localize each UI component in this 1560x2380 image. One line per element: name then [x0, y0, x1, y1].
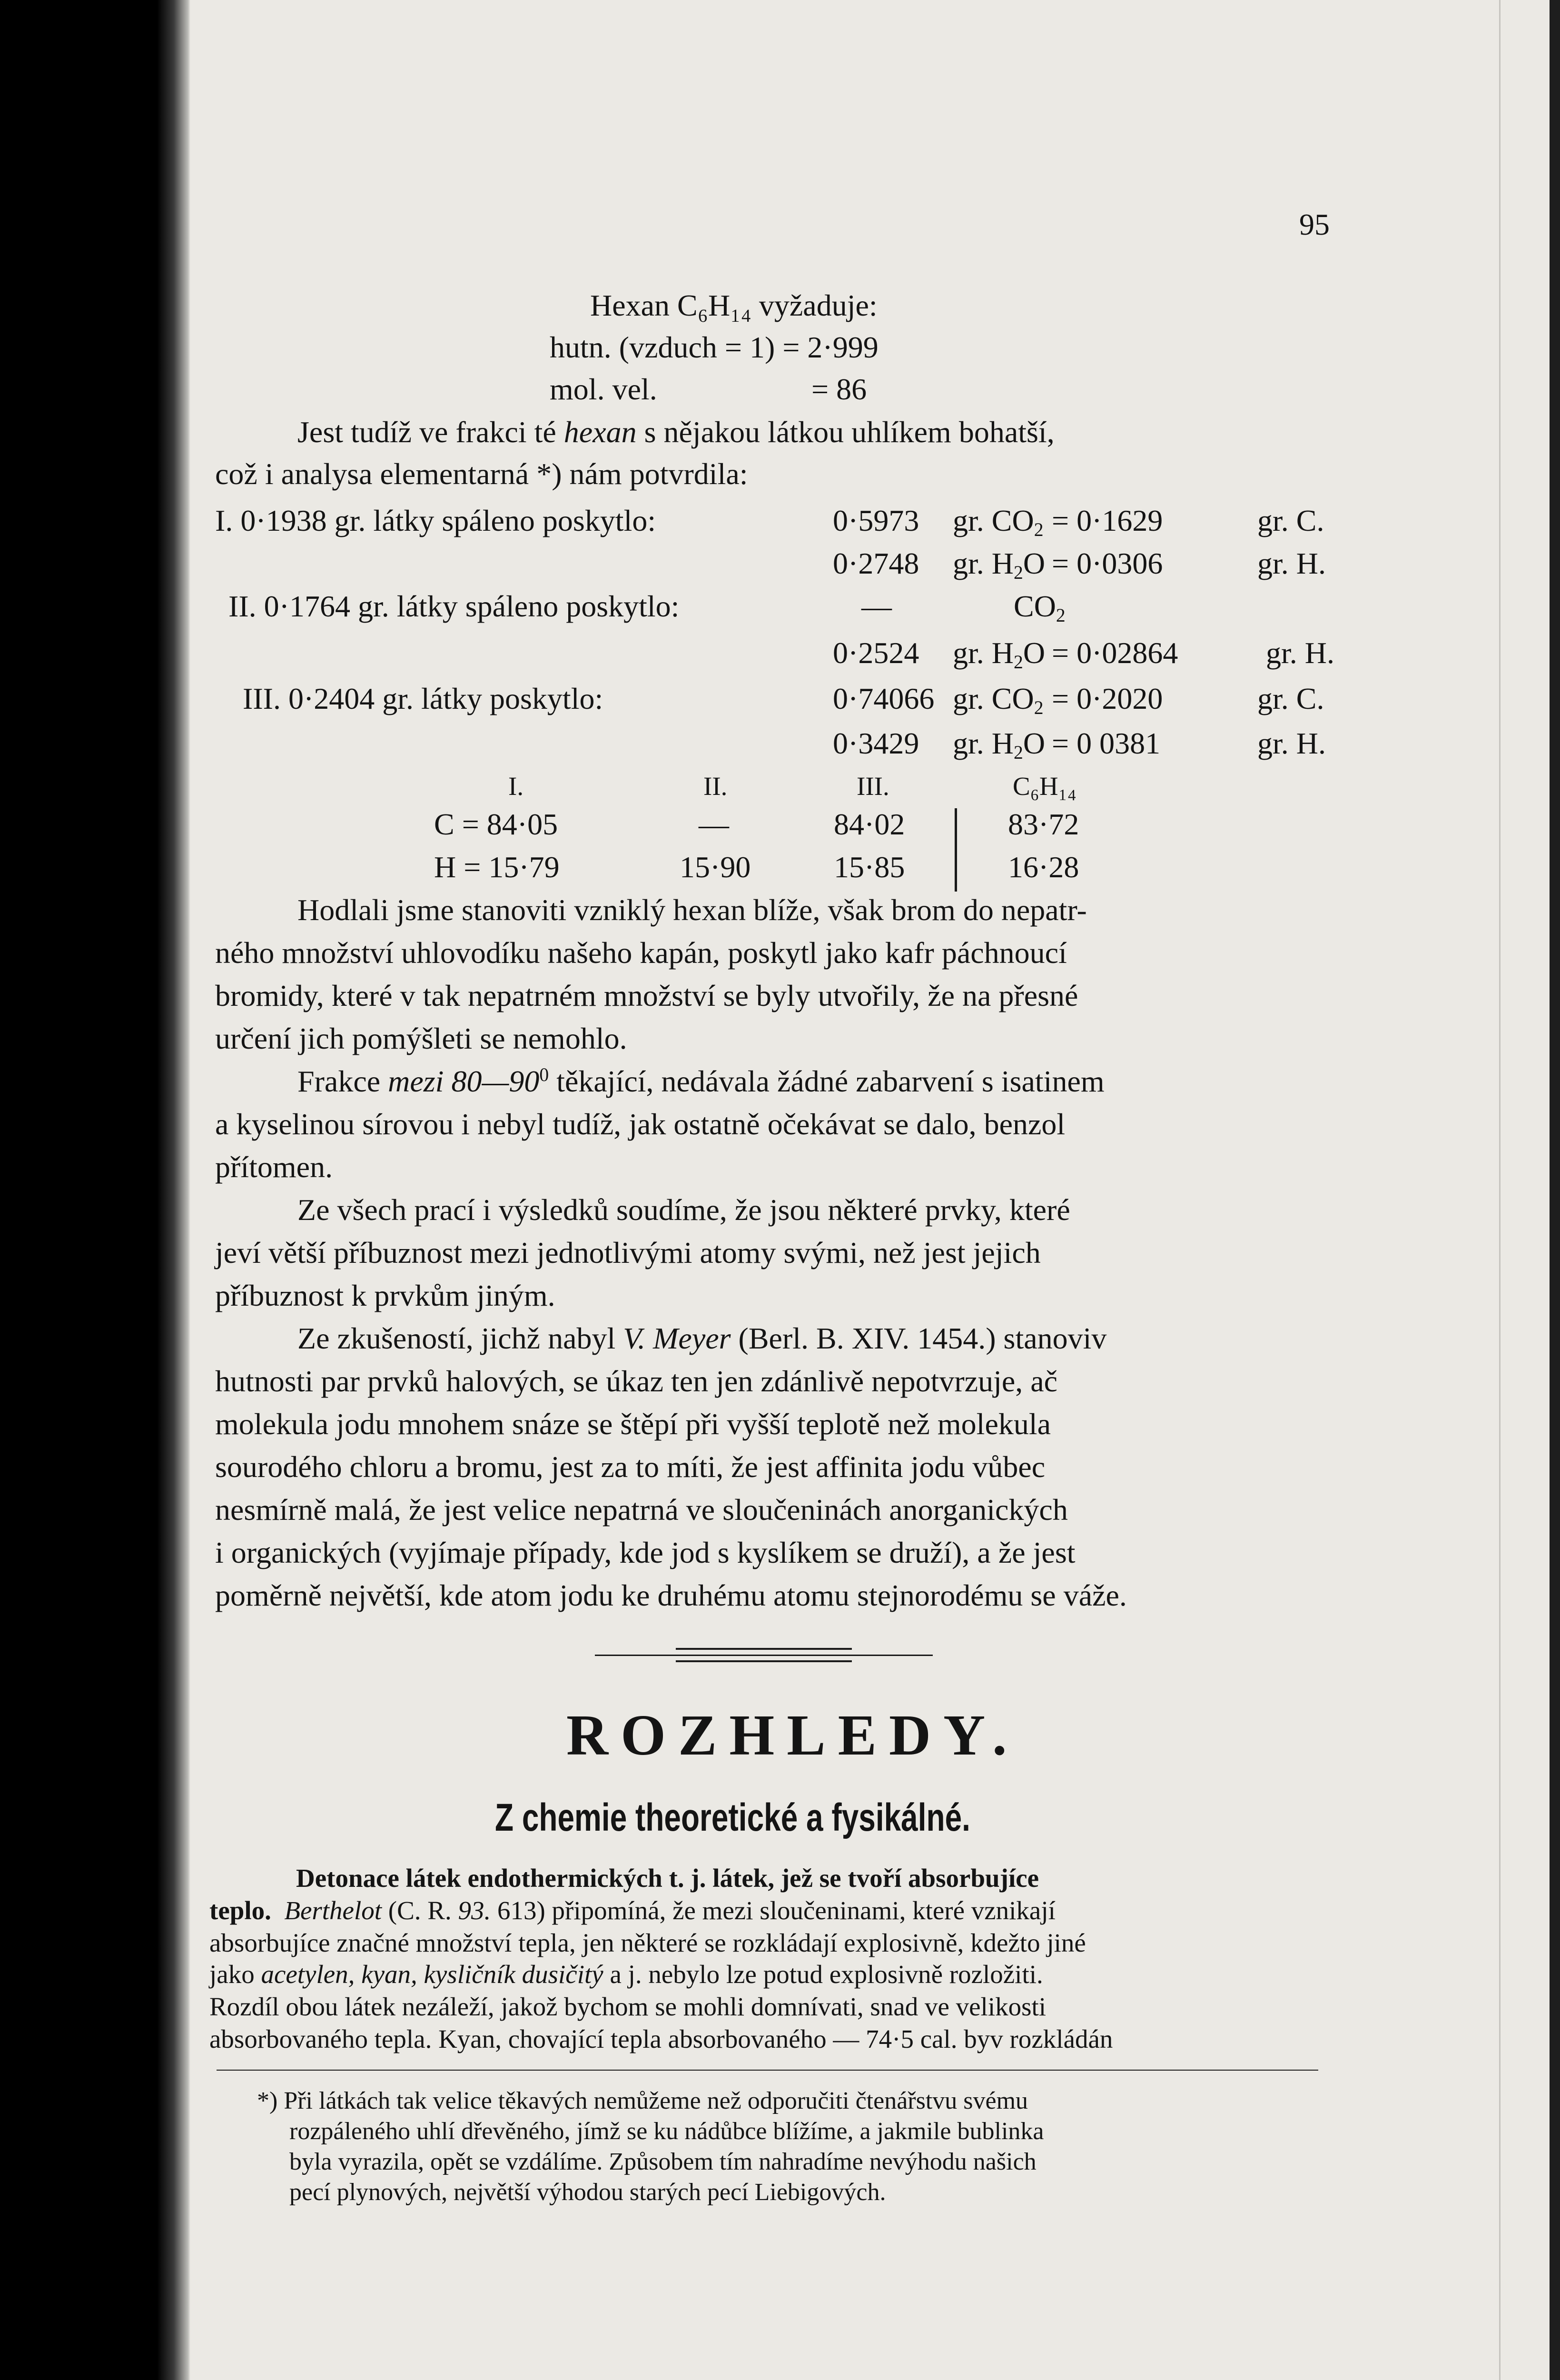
para1-line-3: bromidy, které v tak nepatrném množství se byly utvořily, že na přesné	[215, 979, 1078, 1012]
article-heading-end: teplo.	[209, 1896, 271, 1925]
analysis-row-4-mass: 0·2524	[833, 636, 919, 670]
co2-label: gr. CO	[953, 682, 1034, 715]
analysis-row-6-compound: gr. $H_2O$	[953, 726, 1046, 764]
table-cell-c-i: C = 84·05	[434, 807, 558, 841]
para4-italic-author: V. Meyer	[623, 1321, 731, 1355]
h2o-label: gr. H	[953, 726, 1014, 760]
intro-italic-hexan: hexan	[563, 415, 637, 449]
table-cell-h-iii: 15·85	[834, 850, 905, 884]
table-cell-c-ii: —	[699, 807, 729, 841]
para1-line-4: určení jich pomýšleti se nemohlo.	[215, 1021, 627, 1055]
table-header-ii: II.	[703, 772, 728, 801]
co2-label: gr. CO	[953, 504, 1034, 537]
para2-text-a: Frakce	[297, 1064, 388, 1098]
section-subtitle: Z chemie theoretické a fysikálné.	[495, 1796, 970, 1839]
intro-text-b: s nějakou látkou uhlíkem bohatší,	[636, 415, 1055, 449]
hexan-mol-value: = 86	[811, 372, 867, 406]
intro-text-a: Jest tudíž ve frakci té	[297, 415, 564, 449]
table-cell-h-i: H = 15·79	[434, 850, 560, 884]
analysis-row-4-compound: gr. $H_2O$	[953, 636, 1046, 673]
page-edge-line	[1499, 0, 1501, 2380]
degree-sup: 0	[539, 1064, 549, 1086]
analysis-row-5-unit: gr. C.	[1257, 682, 1324, 715]
intro-line-1	[297, 417, 1055, 447]
table-cell-h-ii: 15·90	[680, 850, 751, 884]
analysis-row-1-unit: gr. C.	[1257, 504, 1324, 537]
analysis-row-2-result: = 0·0306	[1052, 546, 1163, 580]
para4-text-b: (Berl. B. XIV. 1454.) stanoviv	[731, 1321, 1107, 1355]
co2-label: CO	[1014, 589, 1056, 623]
article-line-3: absorbujíce značné množství tepla, jen některé se rozkládají explosivně, kdežto jiné	[209, 1928, 1086, 1957]
article-ref-b: 613) připomíná, že mezi sloučeninami, které vznikají	[491, 1896, 1056, 1925]
h2o-label: gr. H	[953, 546, 1014, 580]
para1-line-2: ného množství uhlovodíku našeho kapán, poskytl jako kafr páchnoucí	[215, 936, 1067, 970]
intro-line-2: což i analysa elementarná *) nám potvrdila:	[215, 457, 748, 491]
article-l4-italic: acetylen, kyan, kysličník dusičitý	[261, 1960, 603, 1989]
para4-line-4: sourodého chloru a bromu, jest za to míti, že jest affinita jodu vůbec	[215, 1450, 1046, 1484]
table-cell-h-c6h14: 16·28	[1008, 850, 1079, 884]
section-title: ROZHLEDY.	[566, 1703, 1019, 1767]
para4-line-5: nesmírně malá, že jest velice nepatrná ve sloučeninách anorganických	[215, 1493, 1068, 1527]
analysis-row-1-result: = 0·1629	[1052, 504, 1163, 537]
analysis-row-2-mass: 0·2748	[833, 546, 919, 580]
para2-line-3: přítomen.	[215, 1150, 333, 1184]
para1-line-1: Hodlali jsme stanoviti vzniklý hexan blíže, však brom do nepatr-	[297, 893, 1087, 927]
scan-right-edge	[1550, 0, 1560, 2380]
para3-line-1: Ze všech prací i výsledků soudíme, že jsou některé prvky, které	[297, 1193, 1070, 1227]
analysis-row-4-result: = 0·02864	[1052, 636, 1178, 670]
analysis-row-5-mass: 0·74066	[833, 682, 935, 715]
analysis-row-6-mass: 0·3429	[833, 726, 919, 760]
article-l4-a: jako	[209, 1960, 261, 1989]
separator-rule-bottom	[676, 1660, 852, 1662]
para4-line-3: molekula jodu mnohem snáze se štěpí při vyšší teplotě než molekula	[215, 1407, 1051, 1441]
para4-line-2: hutnosti par prvků halových, se úkaz ten jen zdánlivě nepotvrzuje, ač	[215, 1364, 1058, 1398]
article-heading-line-1: Detonace látek endothermických t. j. látek, jež se tvoří absorbujíce	[296, 1864, 1039, 1893]
h2o-label: gr. H	[953, 636, 1014, 670]
article-line-2	[209, 1897, 1056, 1924]
analysis-row-3-label: II. 0·1764 gr. látky spáleno poskytlo:	[228, 589, 680, 623]
analysis-row-5-result: = 0·2020	[1052, 682, 1163, 715]
analysis-row-4-unit: gr. H.	[1266, 636, 1334, 670]
analysis-row-1-mass: 0·5973	[833, 504, 919, 537]
para2-line-1	[297, 1066, 1105, 1097]
article-line-6: absorbovaného tepla. Kyan, chovající tepla absorbovaného — 74·5 cal. byv rozkládán	[209, 2024, 1113, 2053]
article-line-5: Rozdíl obou látek nezáleží, jakož bychom se mohli domnívati, snad ve velikosti	[209, 1992, 1047, 2021]
analysis-row-2-unit: gr. H.	[1257, 546, 1326, 580]
footnote-rule	[217, 2070, 1318, 2071]
hexan-title	[590, 290, 878, 321]
para3-line-3: příbuznost k prvkům jiným.	[215, 1279, 555, 1312]
hexan-mol-label: mol. vel.	[550, 372, 657, 406]
table-divider	[955, 808, 957, 892]
analysis-row-6-result: = 0 0381	[1052, 726, 1161, 760]
para4-line-6: i organických (vyjímaje případy, kde jod s kyslíkem se druží), a že jest	[215, 1536, 1076, 1569]
para2-text-b: těkající, nedávala žádné zabarvení s isatinem	[549, 1064, 1105, 1098]
separator-rule-top	[676, 1648, 852, 1650]
para2-line-2: a kyselinou sírovou i nebyl tudíž, jak ostatně očekávat se dalo, benzol	[215, 1107, 1066, 1141]
analysis-row-2-compound: gr. $H_2O$	[953, 546, 1046, 584]
para2-italic-range: mezi 80—90	[388, 1064, 540, 1098]
article-ref-volume: 93.	[458, 1896, 491, 1925]
table-cell-c-c6h14: 83·72	[1008, 807, 1079, 841]
table-header-i: I.	[508, 772, 524, 801]
article-l4-b: a j. nebylo lze potud explosivně rozložiti.	[603, 1960, 1043, 1989]
hexan-density: hutn. (vzduch = 1) = 2·999	[550, 330, 879, 364]
analysis-row-3-compound: $CO_2$	[1014, 589, 1066, 626]
footnote-line-4: pecí plynových, největší výhodou starých pecí Liebigových.	[289, 2179, 886, 2206]
scan-dark-margin	[0, 0, 190, 2380]
footnote-line-3: byla vyrazila, opět se vzdálíme. Způsobem tím nahradíme nevýhodu našich	[289, 2148, 1037, 2175]
footnote-line-2: rozpáleného uhlí dřevěného, jímž se ku nádůbce blížíme, a jakmile bublinka	[289, 2118, 1044, 2145]
table-cell-c-iii: 84·02	[834, 807, 905, 841]
analysis-row-1-label: I. 0·1938 gr. látky spáleno poskytlo:	[215, 504, 656, 537]
article-author: Berthelot	[284, 1896, 382, 1925]
table-header-c6h14: C₆H₁₄	[1013, 772, 1076, 801]
table-header-iii: III.	[857, 772, 889, 801]
analysis-row-5-compound: gr. $CO_2$	[953, 682, 1044, 719]
hexan-title-text: Hexan C₆H₁₄ vyžaduje:	[590, 288, 878, 322]
separator-rule-outer	[595, 1655, 933, 1656]
analysis-row-6-unit: gr. H.	[1257, 726, 1326, 760]
analysis-row-5-label: III. 0·2404 gr. látky poskytlo:	[243, 682, 603, 715]
page-number: 95	[1299, 208, 1330, 241]
article-ref-a: (C. R.	[382, 1896, 458, 1925]
analysis-row-1-compound: gr. $CO_2$	[953, 504, 1044, 541]
para3-line-2: jeví větší příbuznost mezi jednotlivými atomy svými, než jest jejich	[215, 1236, 1041, 1269]
article-line-4	[209, 1961, 1043, 1987]
footnote-line-1: *) Při látkách tak velice těkavých nemůžeme než odporučiti čtenářstvu svému	[257, 2087, 1028, 2114]
para4-line-7: poměrně největší, kde atom jodu ke druhému atomu stejnorodému se váže.	[215, 1578, 1127, 1612]
para4-text-a: Ze zkušeností, jichž nabyl	[297, 1321, 623, 1355]
para4-line-1	[297, 1323, 1106, 1354]
analysis-row-3-mass: —	[861, 589, 892, 623]
